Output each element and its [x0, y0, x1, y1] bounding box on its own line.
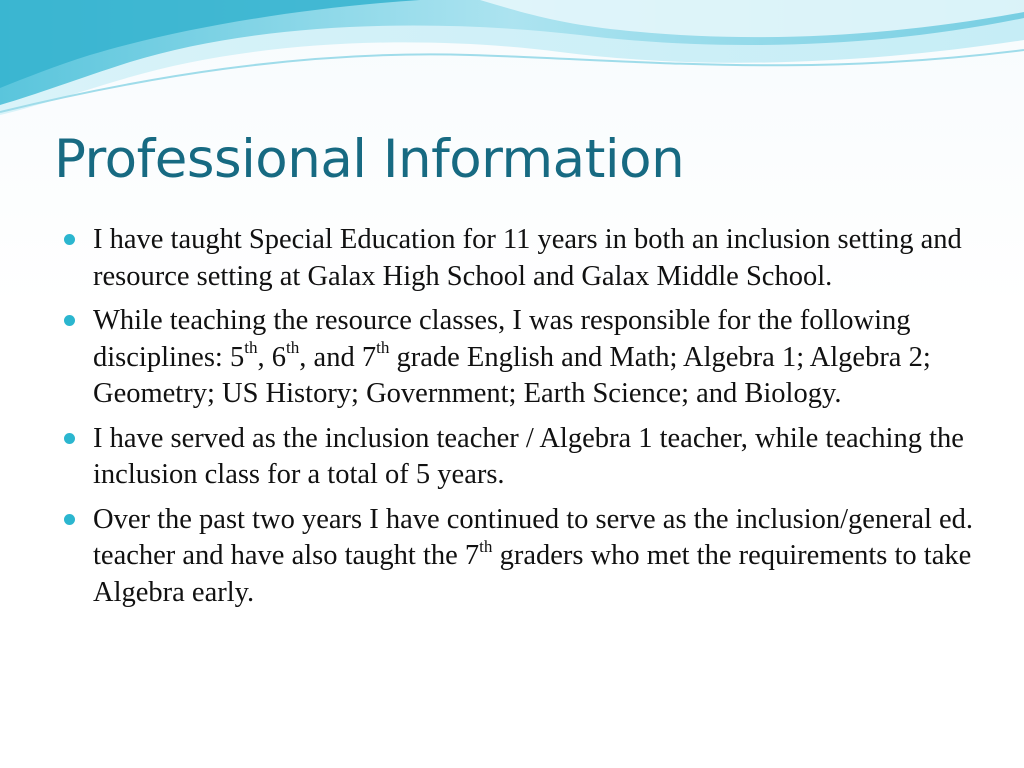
bullet-item — [62, 421, 982, 494]
bullet-text-run: Over the past two years I have continued to serve as the inclusion/general ed. teacher and have also taught the 7 — [93, 503, 974, 571]
header-wave-decoration — [0, 0, 1024, 130]
bullet-list — [62, 222, 982, 619]
bullet-text — [93, 504, 973, 608]
bullet-marker-icon — [64, 234, 75, 245]
bullet-text-run: grade English and Math; Algebra 1; Algebra 2; Geometry; US History; Government; Earth Science; and Biology. — [93, 341, 931, 409]
ordinal-suffix: th — [479, 536, 493, 556]
bullet-marker-icon — [64, 514, 75, 525]
bullet-text — [93, 305, 931, 409]
bullet-text — [93, 224, 962, 292]
bullet-text-run: I have taught Special Education for 11 years in both an inclusion setting and resource setting at Galax High School and Galax Middle School. — [93, 224, 962, 292]
bullet-text-run: , 6 — [257, 341, 286, 373]
bullet-text-run: While teaching the resource classes, I was responsible for the following disciplines: 5 — [93, 305, 911, 373]
bullet-item — [62, 303, 982, 413]
ordinal-suffix: th — [244, 338, 258, 358]
ordinal-suffix: th — [376, 338, 390, 358]
bullet-text-run: I have served as the inclusion teacher / Algebra 1 teacher, while teaching the inclusion class for a total of 5 years. — [93, 422, 964, 490]
bullet-text — [93, 423, 964, 491]
bullet-marker-icon — [64, 433, 75, 444]
slide-title: Professional Information — [54, 129, 685, 190]
bullet-text-run: graders who met the requirements to take Algebra early. — [93, 540, 972, 608]
bullet-marker-icon — [64, 315, 75, 326]
bullet-text-run: , and 7 — [299, 341, 377, 373]
ordinal-suffix: th — [286, 338, 300, 358]
bullet-item — [62, 222, 982, 295]
bullet-item — [62, 502, 982, 612]
